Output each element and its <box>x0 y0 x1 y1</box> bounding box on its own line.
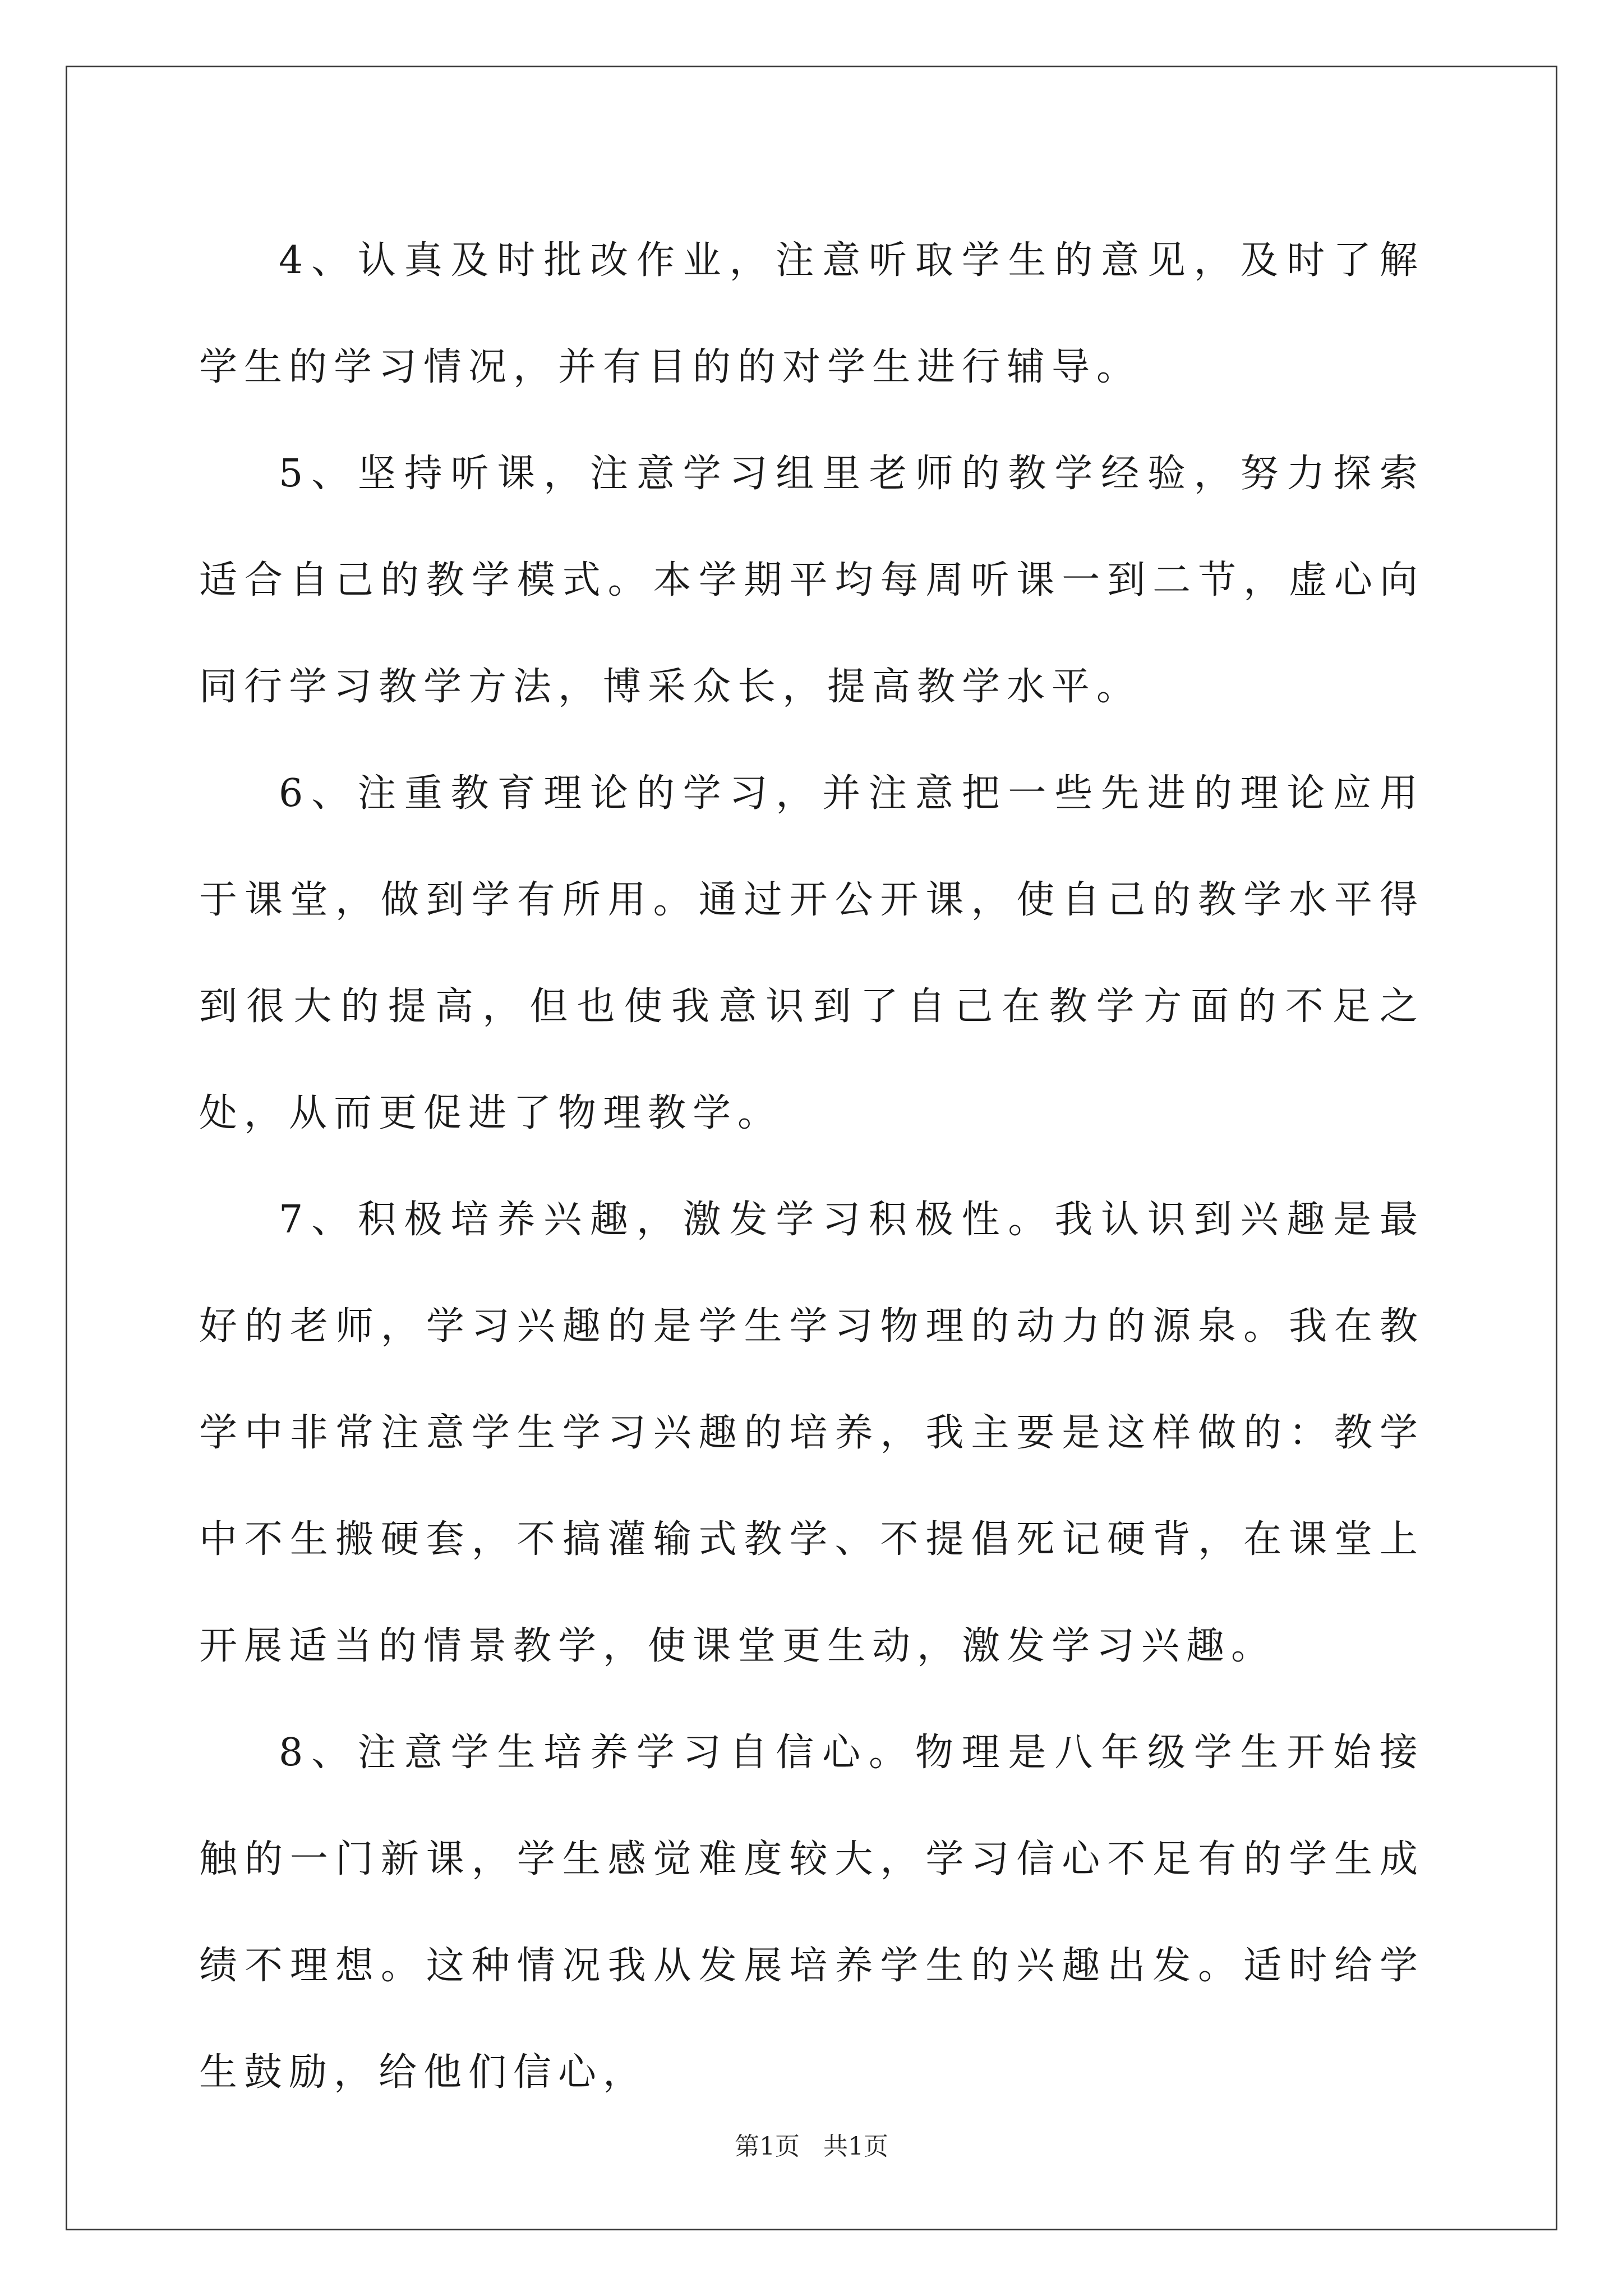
document-body <box>199 208 1424 2126</box>
paragraph-item-7: 7、积极培养兴趣，激发学习积极性。我认识到兴趣是最好的老师，学习兴趣的是学生学习物理的动力的源泉。我在教学中非常注意学生学习兴趣的培养，我主要是这样做的：教学中不生搬硬套，不搞灌输式教学、不提倡死记硬背，在课堂上开展适当的情景教学，使课堂更生动，激发学习兴趣。 <box>199 1198 1424 1668</box>
paragraph-item-4: 4、认真及时批改作业，注意听取学生的意见，及时了解学生的学习情况，并有目的的对学生进行辅导。 <box>199 238 1424 389</box>
paragraph-item-5: 5、坚持听课，注意学习组里老师的教学经验，努力探索适合自己的教学模式。本学期平均每周听课一到二节，虚心向同行学习教学方法，博采众长，提高教学水平。 <box>199 452 1424 709</box>
paragraph-item-6: 6、注重教育理论的学习，并注意把一些先进的理论应用于课堂，做到学有所用。通过开公开课，使自己的教学水平得到很大的提高，但也使我意识到了自己在教学方面的不足之处，从而更促进了物理教学。 <box>199 771 1424 1135</box>
page-number-footer: 第1页 共1页 <box>735 2132 888 2161</box>
paragraph-item-8: 8、注意学生培养学习自信心。物理是八年级学生开始接触的一门新课，学生感觉难度较大，学习信心不足有的学生成绩不理想。这种情况我从发展培养学生的兴趣出发。适时给学生鼓励，给他们信心， <box>199 1731 1424 2095</box>
